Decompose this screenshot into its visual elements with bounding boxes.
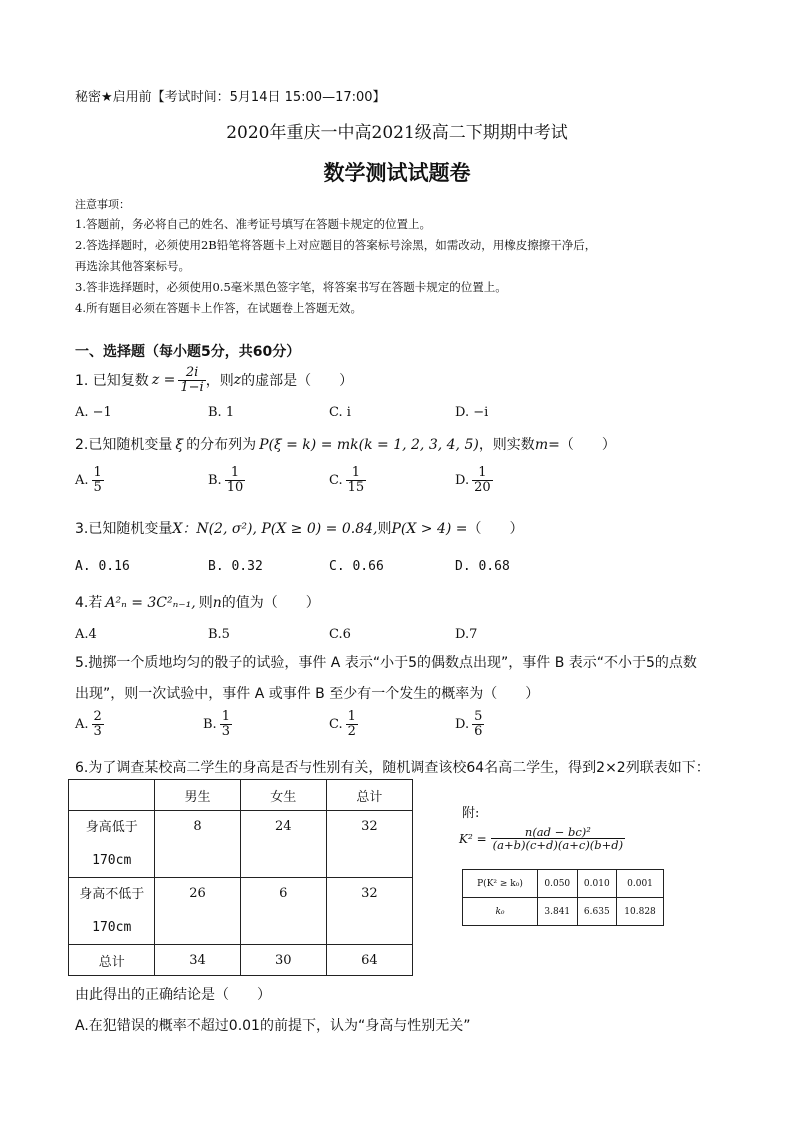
q2-formula: P(ξ = k) = mk(k = 1, 2, 3, 4, 5) <box>259 437 479 453</box>
table-cell: 8 <box>155 811 240 878</box>
q4-option-c: C.6 <box>329 627 351 642</box>
q5-option-b <box>203 710 232 738</box>
table-cell: 64 <box>326 945 412 976</box>
q4-formula: A²ₙ = 3C²ₙ₋₁, <box>105 595 196 611</box>
ref-cell: 6.635 <box>577 898 617 926</box>
q5-option-c-num: 1 <box>347 709 356 724</box>
q4-option-d: D.7 <box>455 627 478 642</box>
q6-conclusion: 由此得出的正确结论是（ ） <box>75 987 271 1003</box>
q1-z-eq: z = <box>151 372 176 388</box>
note-item: 1.答题前，务必将自己的姓名、准考证号填写在答题卡规定的位置上。 <box>75 217 431 231</box>
q1-option-b: B. 1 <box>208 405 235 420</box>
question-6: 6.为了调查某校高二学生的身高是否与性别有关，随机调查该校64名高二学生，得到2×2列联表如下： <box>75 760 710 776</box>
q4-text-c: 的值为（ ） <box>221 595 320 611</box>
q3-option-c: C. 0.66 <box>329 559 384 574</box>
q2-option-a-num: 1 <box>93 465 102 480</box>
q5-option-c-frac <box>346 710 358 738</box>
q1-prefix: 1. 已知复数 <box>75 373 149 389</box>
q5-option-a-label: A. <box>75 716 89 732</box>
q2-option-b-label: B. <box>208 472 222 488</box>
table-cell: 32 <box>326 811 412 878</box>
q2-option-c-label: C. <box>329 472 343 488</box>
ref-cell: 0.001 <box>617 870 664 898</box>
exam-subtitle: 数学测试试题卷 <box>323 161 471 185</box>
row-label-line-1: 身高低于 <box>85 820 138 835</box>
table-cell: 24 <box>240 811 326 878</box>
q1-option-d: D. −i <box>455 405 489 420</box>
q1-den: 1−i <box>180 379 204 395</box>
table-header-cell: 女生 <box>240 780 326 811</box>
q5-option-c-den: 2 <box>347 723 356 739</box>
q3-option-a: A. 0.16 <box>75 559 130 574</box>
q1-fraction <box>178 366 205 394</box>
q5-option-d-den: 6 <box>474 723 483 739</box>
q2-option-c-frac <box>346 466 367 494</box>
q5-option-b-frac <box>220 710 232 738</box>
table-row-label: 总计 <box>69 945 155 976</box>
q5-option-b-label: B. <box>203 716 217 732</box>
q4-text-b: 则 <box>198 595 213 611</box>
q1-suffix2: 的虚部是（ ） <box>241 373 354 389</box>
k2-lhs: K² = <box>459 831 487 846</box>
table-header-row <box>69 780 413 811</box>
q5-option-b-num: 1 <box>221 709 230 724</box>
q2-option-b-num: 1 <box>225 466 246 481</box>
q5-option-a-den: 3 <box>93 723 102 739</box>
q2-option-d <box>455 466 493 494</box>
q5-option-b-den: 3 <box>221 723 230 739</box>
q3-text-c: （ ） <box>467 521 524 537</box>
question-3 <box>75 518 524 538</box>
q5-option-c-label: C. <box>329 716 343 732</box>
q3-option-b: B. 0.32 <box>208 559 263 574</box>
q5-option-a <box>75 710 104 738</box>
q5-option-a-num: 2 <box>93 709 102 724</box>
q3-text-b: 则 <box>377 521 392 537</box>
q6-option-a: A.在犯错误的概率不超过0.01的前提下，认为“身高与性别无关” <box>75 1018 471 1034</box>
q2-option-c-num: 1 <box>346 466 367 481</box>
notes-heading: 注意事项： <box>75 198 130 211</box>
ref-row <box>463 898 664 926</box>
q4-n: n <box>212 595 222 611</box>
q2-m: m <box>534 437 549 453</box>
ref-cell: k₀ <box>463 898 538 926</box>
row-label-line-1: 身高不低于 <box>79 887 145 902</box>
ref-cell: 0.010 <box>577 870 617 898</box>
q3-option-d: D. 0.68 <box>455 559 510 574</box>
question-4 <box>75 592 320 612</box>
ref-cell: 10.828 <box>617 898 664 926</box>
secret-line: 秘密★启用前【考试时间：5月14日 15:00—17:00】 <box>75 90 386 105</box>
note-item: 2.答选择题时，必须使用2B铅笔将答题卡上对应题目的答案标号涂黑，如需改动，用橡皮擦擦干净后， <box>75 238 597 252</box>
q1-z: z <box>233 372 242 388</box>
q2-option-a-frac <box>92 466 104 494</box>
table-cell: 30 <box>240 945 326 976</box>
q5-option-d-num: 5 <box>474 709 483 724</box>
table-row <box>69 878 413 945</box>
q2-option-a <box>75 466 104 494</box>
q3-formula2: P(X > 4) = <box>391 521 468 537</box>
q2-option-a-label: A. <box>75 472 89 488</box>
table-header-cell <box>69 780 155 811</box>
ref-cell: 3.841 <box>538 898 578 926</box>
row-label-line-2: 170cm <box>92 920 132 935</box>
q5-option-a-frac <box>92 710 104 738</box>
q2-text-b: 的分布列为 <box>186 437 257 453</box>
q2-option-d-den: 20 <box>474 479 491 495</box>
question-5-line-1: 5.抛掷一个质地均匀的骰子的试验，事件 A 表示“小于5的偶数点出现”，事件 B 表示“不小于5的点数 <box>75 655 697 671</box>
k2-fraction <box>491 826 625 851</box>
q2-option-c-den: 15 <box>347 479 365 495</box>
q4-option-a: A.4 <box>75 627 97 642</box>
ref-cell: P(K² ≥ k₀) <box>463 870 538 898</box>
k2-den: (a+b)(c+d)(a+c)(b+d) <box>492 838 624 853</box>
q3-text-a: 3.已知随机变量 <box>75 521 173 537</box>
ref-row <box>463 870 664 898</box>
q4-option-b: B.5 <box>208 627 230 642</box>
table-row <box>69 811 413 878</box>
table-row-label <box>69 878 155 945</box>
note-item: 再选涂其他答案标号。 <box>75 259 190 273</box>
k2-num: n(ad − bc)² <box>491 826 625 839</box>
q5-option-d-label: D. <box>455 716 470 732</box>
q1-num: 2i <box>178 366 205 381</box>
table-cell: 26 <box>155 878 240 945</box>
q2-option-d-frac <box>472 466 493 494</box>
q1-option-c: C. i <box>329 405 351 420</box>
table-header-cell: 男生 <box>155 780 240 811</box>
q5-option-d <box>455 710 484 738</box>
q2-text-c: ，则实数 <box>478 437 535 453</box>
q1-option-a: A. −1 <box>75 405 112 420</box>
table-row <box>69 945 413 976</box>
q2-xi: ξ <box>175 437 184 453</box>
section-title: 一、选择题（每小题5分，共60分） <box>75 344 301 360</box>
exam-title: 2020年重庆一中高2021级高二下期期中考试 <box>226 123 568 143</box>
question-2 <box>75 434 616 454</box>
row-label-line-2: 170cm <box>92 853 132 868</box>
q2-option-b <box>208 466 245 494</box>
q1-suffix: ，则 <box>205 373 234 389</box>
table-header-cell: 总计 <box>326 780 412 811</box>
appendix-label: 附: <box>462 806 480 821</box>
table-cell: 34 <box>155 945 240 976</box>
k2-formula <box>459 826 625 851</box>
question-1 <box>75 362 353 398</box>
table-cell: 6 <box>240 878 326 945</box>
contingency-table <box>68 779 413 976</box>
q2-option-c <box>329 466 366 494</box>
note-item: 3.答非选择题时，必须使用0.5毫米黑色签字笔，将答案书写在答题卡规定的位置上。 <box>75 280 507 294</box>
q2-option-d-num: 1 <box>472 466 493 481</box>
q2-option-b-frac <box>225 466 246 494</box>
question-5-line-2: 出现”，则一次试验中，事件 A 或事件 B 至少有一个发生的概率为（ ） <box>75 686 540 702</box>
q2-option-b-den: 10 <box>226 479 244 495</box>
critical-value-table <box>462 869 664 926</box>
note-item: 4.所有题目必须在答题卡上作答，在试题卷上答题无效。 <box>75 301 362 315</box>
table-cell: 32 <box>326 878 412 945</box>
q2-option-a-den: 5 <box>93 479 102 495</box>
q2-text-a: 2.已知随机变量 <box>75 437 173 453</box>
q2-text-d: =（ ） <box>548 437 616 453</box>
ref-cell: 0.050 <box>538 870 578 898</box>
q5-option-c <box>329 710 358 738</box>
q3-formula: X：N(2, σ²), P(X ≥ 0) = 0.84, <box>172 521 378 537</box>
q4-text-a: 4.若 <box>75 595 103 611</box>
q2-option-d-label: D. <box>455 472 470 488</box>
table-row-label <box>69 811 155 878</box>
q5-option-d-frac <box>472 710 484 738</box>
